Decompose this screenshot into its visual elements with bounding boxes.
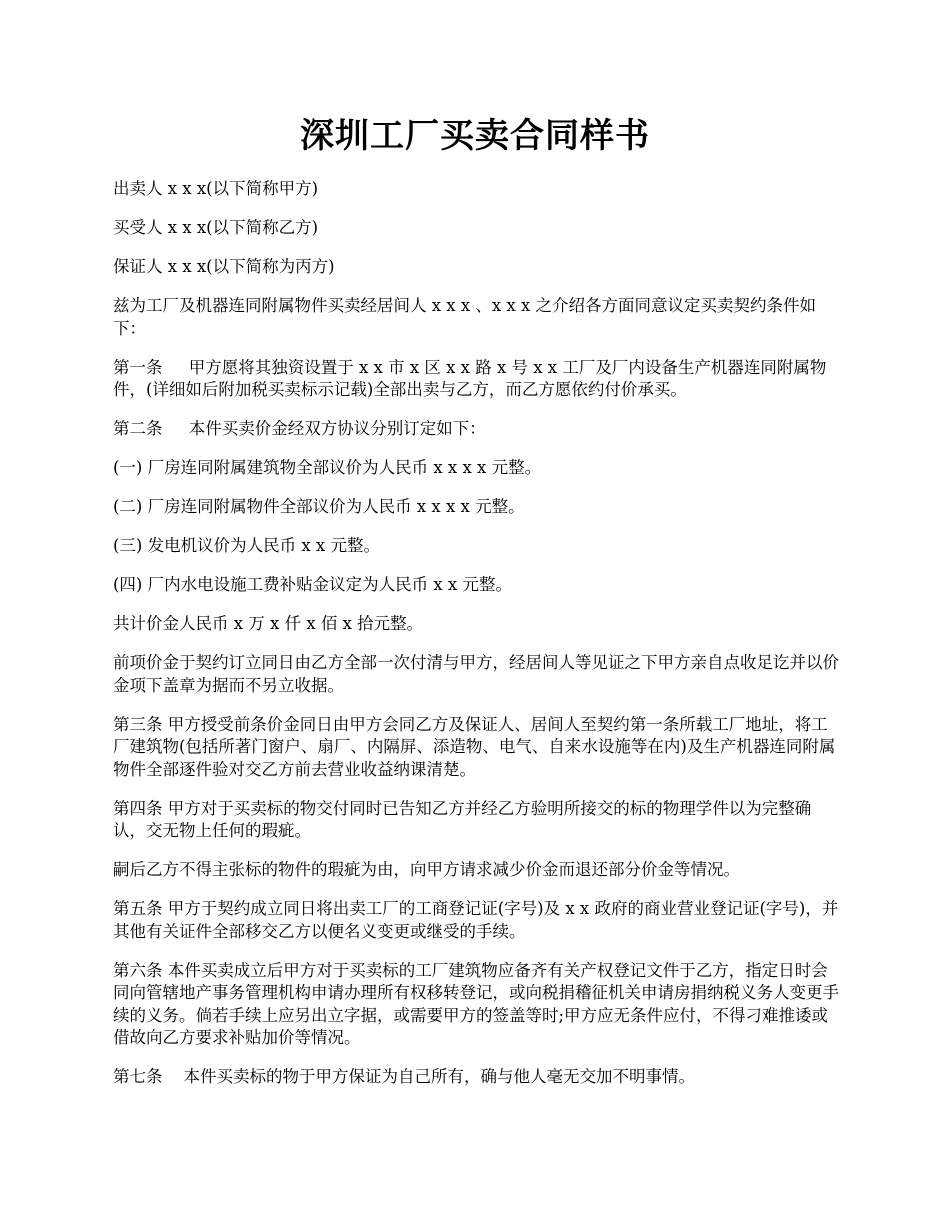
party-guarantor: 保证人 x x x(以下简称为丙方) xyxy=(113,257,335,276)
price-item-1: (一) 厂房连同附属建筑物全部议价为人民币 x x x x 元整。 xyxy=(113,458,542,477)
party-seller: 出卖人 x x x(以下简称甲方) xyxy=(113,179,319,198)
article-4: 第四条 甲方对于买卖标的物交付同时已告知乙方并经乙方验明所接交的标的物理学件以为完整确认，交无物上任何的瑕疵。 xyxy=(113,798,812,840)
price-item-3: (三) 发电机议价为人民币 x x 元整。 xyxy=(113,536,380,555)
article-3: 第三条 甲方授受前条价金同日由甲方会同乙方及保证人、居间人至契约第一条所载工厂地址，将工厂建筑物(包括所著门窗户、扇厂、内隔屏、添造物、电气、自来水设施等在内)及生产机器连同附属物件全部逐件验对交乙方前去营业收益纳课清楚。 xyxy=(113,714,836,779)
preamble: 兹为工厂及机器连同附属物件买卖经居间人 x x x 、x x x 之介绍各方面同意议定买卖契约条件如下： xyxy=(113,296,817,338)
article-2: 第二条 本件买卖价金经双方协议分别订定如下： xyxy=(113,419,486,438)
document-body xyxy=(113,178,843,1105)
price-total: 共计价金人民币 x 万 x 仟 x 佰 x 拾元整。 xyxy=(113,614,424,633)
article-4-supplement: 嗣后乙方不得主张标的物件的瑕疵为由，向甲方请求减少价金而退还部分价金等情况。 xyxy=(113,860,740,879)
party-buyer: 买受人 x x x(以下简称乙方) xyxy=(113,218,319,237)
document-title: 深圳工厂买卖合同样书 xyxy=(300,116,650,156)
article-1: 第一条 甲方愿将其独资设置于 x x 市 x 区 x x 路 x 号 x x 工厂及厂内设备生产机器连同附属物件，(详细如后附加税买卖标示记载)全部出卖与乙方，而乙方愿依约付价承买。 xyxy=(113,357,827,399)
article-6: 第六条 本件买卖成立后甲方对于买卖标的工厂建筑物应备齐有关产权登记文件于乙方，指定日时会同向管辖地产事务管理机构申请办理所有权移转登记，或向税捐稽征机关申请房捐纳税义务人变更手续的义务。倘若手续上应另出立字据，或需要甲方的签盖等时;甲方应无条件应付，不得刁难推诿或借故向乙方要求补贴加价等情况。 xyxy=(113,960,839,1047)
price-item-4: (四) 厂内水电设施工费补贴金议定为人民币 x x 元整。 xyxy=(113,575,512,594)
price-item-2: (二) 厂房连同附属物件全部议价为人民币 x x x x 元整。 xyxy=(113,497,525,516)
article-7: 第七条 本件买卖标的物于甲方保证为自己所有，确与他人毫无交加不明事情。 xyxy=(113,1067,695,1086)
payment-clause: 前项价金于契约订立同日由乙方全部一次付清与甲方，经居间人等见证之下甲方亲自点收足讫并以价金项下盖章为据而不另立收据。 xyxy=(113,653,839,695)
article-5: 第五条 甲方于契约成立同日将出卖工厂的工商登记证(字号)及 x x 政府的商业营业登记证(字号)，并其他有关证件全部移交乙方以便名义变更或继受的手续。 xyxy=(113,899,839,941)
